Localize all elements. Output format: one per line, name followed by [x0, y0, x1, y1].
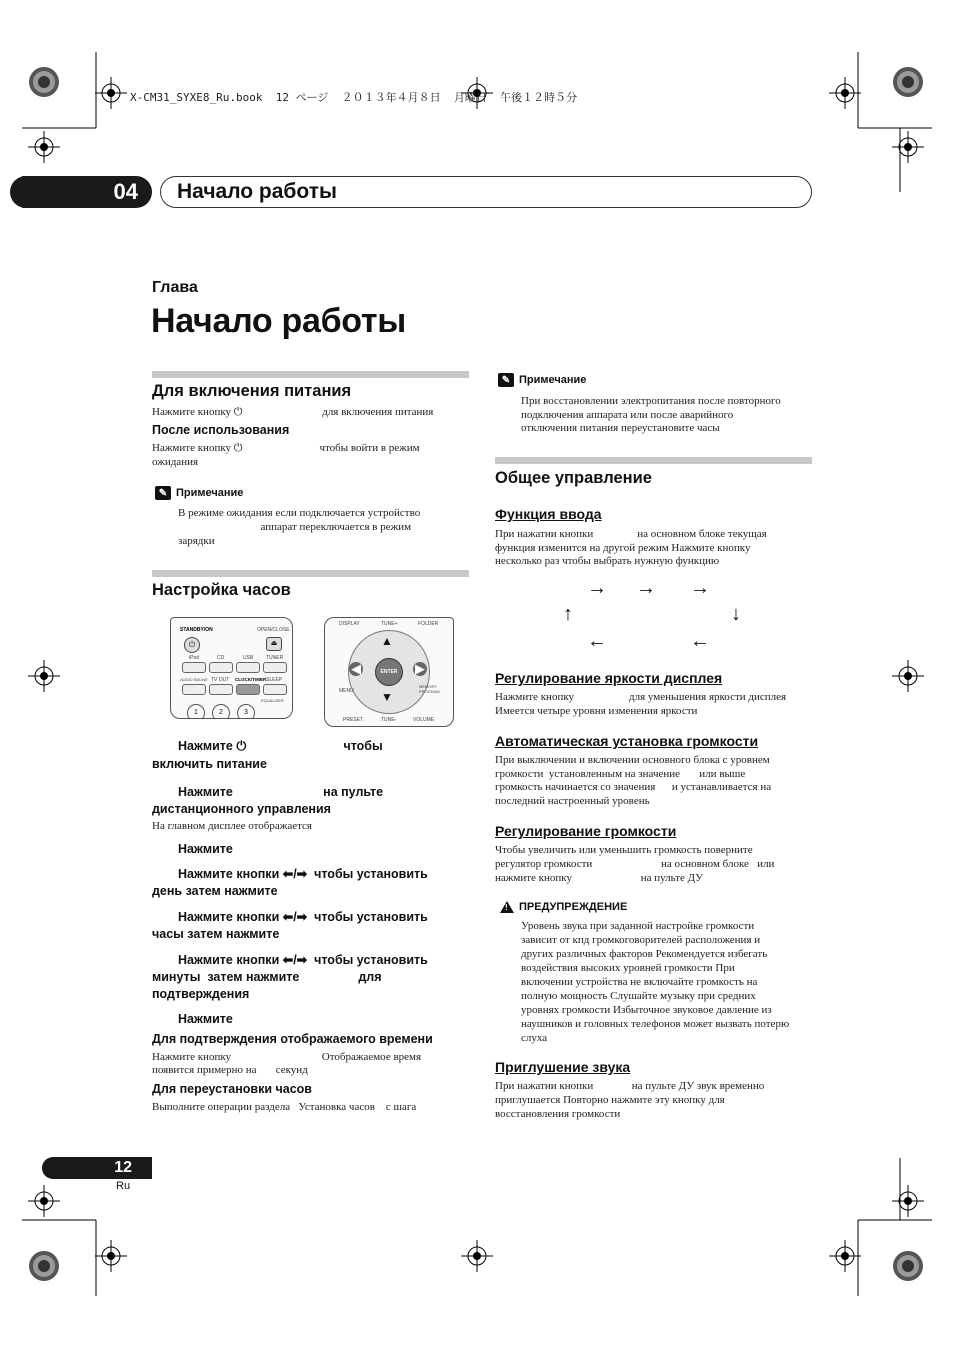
clock-step: дистанционного управления	[152, 802, 331, 816]
remote-label: MENU	[339, 688, 354, 694]
remote-button	[182, 684, 206, 695]
clock-step: Нажмите	[178, 1012, 233, 1026]
power-heading: Для включения питания	[152, 382, 352, 400]
brightness-heading: Регулирование яркости дисплея	[495, 670, 723, 686]
note-heading	[498, 373, 586, 387]
down-arrow-icon: ▼	[381, 690, 393, 704]
eject-button: ⏏	[266, 637, 282, 651]
number-button	[237, 704, 255, 719]
remote-label: DISPLAY	[339, 621, 360, 627]
power-text: Нажмите кнопку ⏻ чтобы войти в режим	[152, 442, 420, 454]
clock-step-note: На главном дисплее отображается	[152, 820, 312, 832]
warning-text: полную мощность Слушайте музыку при средних	[521, 990, 756, 1002]
clock-step: Нажмите ⏻ чтобы	[178, 739, 383, 753]
number-button	[187, 704, 205, 719]
section-rule	[495, 457, 812, 464]
right-arrow-icon: →	[587, 577, 607, 599]
mute-text: При нажатии кнопки на пульте ДУ звук временно	[495, 1080, 765, 1092]
remote-label: TV OUT	[211, 677, 230, 683]
page-lang: Ru	[116, 1180, 131, 1192]
clock-step: Нажмите кнопки ⬅/➡ чтобы установить	[178, 910, 428, 924]
confirm-text: Нажмите кнопку Отображаемое время	[152, 1051, 422, 1063]
remote-label: iPod	[189, 655, 200, 661]
remote-label: 2	[219, 709, 223, 716]
left-arrow-icon: ◀	[351, 661, 361, 676]
clock-step: минуты затем нажмите для	[152, 970, 382, 984]
reset-heading: Для переустановки часов	[152, 1082, 312, 1096]
page-title: Начало работы	[151, 302, 407, 340]
pencil-icon: ✎	[498, 373, 514, 387]
mute-heading: Приглушение звука	[495, 1059, 631, 1075]
brightness-text: Имеется четыре уровня изменения яркости	[495, 705, 698, 717]
mute-text: восстановления громкости	[495, 1108, 621, 1120]
volume-heading: Регулирование громкости	[495, 823, 677, 839]
up-arrow-icon: ↑	[563, 603, 573, 625]
input-text: несколько раз чтобы выбрать нужную функцию	[495, 555, 720, 567]
remote-button	[182, 662, 206, 673]
autovol-heading: Автоматическая установка громкости	[495, 733, 759, 749]
warning-text: воздействия высоких уровней громкости При	[521, 962, 735, 974]
warning-text: других различных факторов Рекомендуется избегать	[521, 948, 768, 960]
clock-step: Нажмите кнопки ⬅/➡ чтобы установить	[178, 953, 428, 967]
clock-step: день затем нажмите	[152, 884, 278, 898]
clock-step: Нажмите на пульте	[178, 785, 384, 799]
remote-label: OPEN/CLOSE	[257, 627, 290, 633]
reset-text: Выполните операции раздела Установка часов с шага	[152, 1101, 417, 1113]
section-rule	[152, 371, 469, 378]
mute-text: приглушается Повторно нажмите эту кнопку для	[495, 1094, 725, 1106]
clock-step: часы затем нажмите	[152, 927, 280, 941]
clock-heading: Настройка часов	[152, 581, 291, 599]
power-text: ожидания	[152, 456, 199, 468]
remote-label: USB	[243, 655, 254, 661]
note-label: Примечание	[519, 374, 587, 386]
warning-text: зависит от кпд громкоговорителей расположения и	[521, 934, 761, 946]
volume-text: Чтобы увеличить или уменьшить громкость поверните	[495, 844, 753, 856]
warning-text: уровнях громкости Избыточное звуковое давление из	[521, 1004, 772, 1016]
remote-label: PRESET	[343, 717, 364, 723]
remote-label: 1	[194, 709, 198, 716]
clock-step: Нажмите	[178, 842, 233, 856]
chapter-kicker: Глава	[152, 279, 198, 296]
remote-button	[209, 684, 233, 695]
volume-text: нажмите кнопку на пульте ДУ	[495, 872, 704, 884]
autovol-text: громкости установленным на значение или выше	[495, 768, 746, 780]
note-label: Примечание	[176, 487, 244, 499]
right-note-text: подключения аппарата или после аварийного	[521, 409, 734, 421]
number-button	[212, 704, 230, 719]
remote-label: TUNE-	[381, 717, 397, 723]
pencil-icon: ✎	[155, 486, 171, 500]
remote-label: MEMORY PROGRAM	[419, 684, 440, 694]
clock-step: подтверждения	[152, 987, 250, 1001]
remote-label: FOLDER	[418, 621, 439, 627]
autovol-text: При выключении и включении основного блока с уровнем	[495, 754, 770, 766]
remote-button	[209, 662, 233, 673]
confirm-text: появится примерно на секунд	[152, 1064, 308, 1076]
input-text: При нажатии кнопки на основном блоке текущая	[495, 528, 767, 540]
remote-label: SLEEP	[266, 677, 283, 683]
input-text: функция изменится на другой режим Нажмите кнопку	[495, 542, 751, 554]
remote-label: AUDIO IN/LINE	[180, 677, 208, 682]
remote-label: CD	[217, 655, 225, 661]
right-note-text: При восстановлении электропитания после повторного	[521, 395, 781, 407]
power-button: ⏻	[184, 637, 200, 653]
right-arrow-icon: ▶	[415, 661, 425, 676]
remote-label: VOLUME	[413, 717, 435, 723]
remote-label: EQUALIZER	[261, 698, 284, 703]
warning-text: включении устройства не включайте громкость на	[521, 976, 758, 988]
remote-label: TUNE+	[381, 621, 398, 627]
confirm-heading: Для подтверждения отображаемого времени	[152, 1032, 433, 1046]
power-text: Нажмите кнопку ⏻ для включения питания	[152, 406, 434, 418]
clock-timer-button	[236, 684, 260, 695]
input-heading: Функция ввода	[495, 506, 602, 522]
warning-text: Уровень звука при заданной настройке громкости	[521, 920, 755, 932]
remote-illustration-left	[170, 617, 293, 719]
power-note: зарядки	[178, 535, 215, 547]
warning-label: ПРЕДУПРЕЖДЕНИЕ	[519, 901, 628, 913]
warning-text: наушников и головных телефонов может вызвать потерю	[521, 1018, 790, 1030]
autovol-text: громкость начинается со значения и устанавливается на	[495, 781, 772, 793]
chapter-number: 04	[22, 176, 152, 208]
chapter-title: Начало работы	[177, 180, 337, 203]
remote-label: CLOCK/TIMER	[235, 677, 267, 682]
clock-step: Нажмите кнопки ⬅/➡ чтобы установить	[178, 867, 428, 881]
clock-step: включить питание	[152, 757, 267, 771]
power-note: В режиме ожидания если подключается устройство	[178, 507, 421, 519]
volume-text: регулятор громкости на основном блоке или	[495, 858, 775, 870]
remote-label: ENTER	[380, 669, 398, 675]
general-heading: Общее управление	[495, 469, 652, 487]
page-number: 12	[42, 1157, 152, 1179]
left-arrow-icon: ←	[690, 630, 710, 652]
remote-illustration-right	[324, 617, 454, 727]
remote-button	[263, 662, 287, 673]
power-subheading: После использования	[152, 423, 290, 437]
note-heading	[155, 486, 243, 500]
warning-heading	[500, 901, 627, 913]
down-arrow-icon: ↓	[731, 603, 741, 625]
chapter-bar	[160, 176, 812, 208]
remote-button	[236, 662, 260, 673]
right-arrow-icon: →	[636, 577, 656, 599]
remote-label: TUNER	[266, 655, 284, 661]
left-arrow-icon: ←	[587, 630, 607, 652]
up-arrow-icon: ▲	[381, 634, 393, 648]
right-arrow-icon: →	[690, 577, 710, 599]
power-note: аппарат переключается в режим	[178, 521, 412, 533]
warning-icon: !	[500, 901, 514, 913]
enter-button	[375, 658, 403, 686]
remote-label: STANDBY/ON	[180, 627, 213, 633]
remote-button	[263, 684, 287, 695]
brightness-text: Нажмите кнопку для уменьшения яркости дисплея	[495, 691, 787, 703]
warning-text: слуха	[521, 1032, 548, 1044]
autovol-text: последний настроенный уровень	[495, 795, 650, 807]
section-rule	[152, 570, 469, 577]
remote-label: 3	[244, 709, 248, 716]
print-header: X-CM31_SYXE8_Ru.book 12 ページ ２０１３年４月８日 月曜日 午後１２時５分	[130, 91, 578, 104]
right-note-text: отключения питания переустановите часы	[521, 422, 720, 434]
